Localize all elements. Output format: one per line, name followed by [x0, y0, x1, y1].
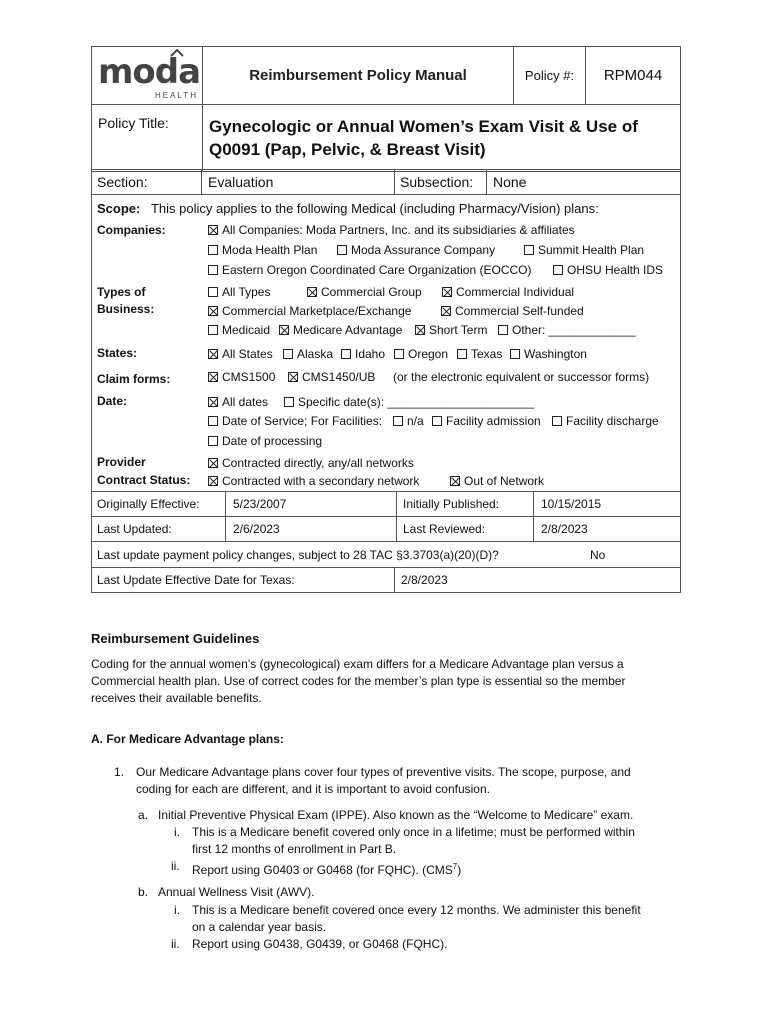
last-updated-value: 2/6/2023 — [233, 522, 280, 536]
policy-title: Gynecologic or Annual Women’s Exam Visit & Use of Q0091 (Pap, Pelvic, & Breast Visit) — [203, 105, 681, 172]
item-b-letter: b. — [138, 885, 149, 899]
initially-published-value: 10/15/2015 — [541, 497, 602, 511]
initially-published-label: Initially Published: — [403, 497, 500, 511]
item-b-text: Annual Wellness Visit (AWV). — [158, 885, 315, 899]
empty-box-icon — [394, 349, 404, 359]
empty-box-icon — [498, 325, 508, 335]
section-a-heading: A. For Medicare Advantage plans: — [91, 732, 284, 746]
provider-label-2: Contract Status: — [97, 473, 191, 487]
checked-box-icon — [450, 476, 460, 486]
checkbox-cms1450[interactable]: CMS1450/UB — [288, 370, 375, 384]
empty-box-icon — [510, 349, 520, 359]
checkbox-specific-dates[interactable]: Specific date(s): ______________________ — [284, 395, 534, 409]
texas-effective-value: 2/8/2023 — [401, 573, 448, 587]
section-label: Section: — [97, 174, 148, 190]
subsection-value: None — [493, 174, 527, 190]
checkbox-facility-admission[interactable]: Facility admission — [432, 414, 541, 428]
item-a-letter: a. — [138, 808, 149, 822]
scope-label: Scope: — [97, 201, 141, 216]
intro-line-3: receives their available benefits. — [91, 691, 262, 705]
item-b-ii-num: ii. — [171, 937, 180, 951]
intro-line-1: Coding for the annual women’s (gynecological) exam differs for a Medicare Advantage plan versus a — [91, 657, 624, 671]
checkbox-contracted-secondary[interactable]: Contracted with a secondary network — [208, 474, 419, 488]
checkbox-summit-health[interactable]: Summit Health Plan — [524, 243, 644, 257]
types-label-1: Types of — [97, 285, 146, 299]
item-a-ii-text: Report using G0403 or G0468 (for FQHC). (CMS$^7$) — [192, 862, 462, 877]
policy-number: RPM044 — [586, 47, 681, 105]
date-label: Date: — [97, 394, 128, 408]
checked-box-icon — [208, 397, 218, 407]
item-b-i-line-1: This is a Medicare benefit covered once every 12 months. We administer this benefit — [192, 903, 641, 917]
empty-box-icon — [337, 245, 347, 255]
checkbox-commercial-individual[interactable]: Commercial Individual — [442, 285, 574, 299]
logo-caret-icon — [170, 49, 184, 57]
empty-box-icon — [524, 245, 534, 255]
claim-forms-label: Claim forms: — [97, 372, 171, 386]
provider-label-1: Provider — [97, 455, 146, 469]
empty-box-icon — [208, 265, 218, 275]
policy-header-table — [91, 46, 681, 172]
checked-box-icon — [208, 349, 218, 359]
claim-forms-note: (or the electronic equivalent or successor forms) — [393, 370, 650, 384]
checked-box-icon — [442, 287, 452, 297]
checkbox-out-of-network[interactable]: Out of Network — [450, 474, 544, 488]
texas-effective-label: Last Update Effective Date for Texas: — [97, 573, 295, 587]
companies-label: Companies: — [97, 223, 166, 237]
types-label-2: Business: — [97, 302, 155, 316]
checked-box-icon — [208, 306, 218, 316]
scope-line — [97, 201, 599, 216]
empty-box-icon — [553, 265, 563, 275]
checked-box-icon — [279, 325, 289, 335]
checkbox-short-term[interactable]: Short Term — [415, 323, 487, 337]
empty-box-icon — [457, 349, 467, 359]
checked-box-icon — [288, 372, 298, 382]
last-updated-label: Last Updated: — [97, 522, 172, 536]
manual-title: Reimbursement Policy Manual — [203, 47, 514, 105]
checkbox-other[interactable]: Other: _____________ — [498, 323, 635, 337]
checkbox-commercial-group[interactable]: Commercial Group — [307, 285, 422, 299]
guidelines-heading: Reimbursement Guidelines — [91, 631, 260, 646]
empty-box-icon — [393, 416, 403, 426]
empty-box-icon — [208, 325, 218, 335]
checkbox-medicare-advantage[interactable]: Medicare Advantage — [279, 323, 402, 337]
checkbox-ohsu[interactable]: OHSU Health IDS — [553, 263, 663, 277]
last-reviewed-value: 2/8/2023 — [541, 522, 588, 536]
checkbox-all-companies[interactable]: All Companies: Moda Partners, Inc. and its subsidiaries & affiliates — [208, 223, 575, 237]
checked-box-icon — [307, 287, 317, 297]
checkbox-date-of-processing[interactable]: Date of processing — [208, 434, 322, 448]
empty-box-icon — [208, 287, 218, 297]
checkbox-washington[interactable]: Washington — [510, 347, 587, 361]
checkbox-alaska[interactable]: Alaska — [283, 347, 333, 361]
checkbox-all-types[interactable]: All Types — [208, 285, 270, 299]
checkbox-texas[interactable]: Texas — [457, 347, 502, 361]
item-a-i-num: i. — [174, 825, 180, 839]
checkbox-na[interactable]: n/a — [393, 414, 424, 428]
last-reviewed-label: Last Reviewed: — [403, 522, 486, 536]
item-b-ii-text: Report using G0438, G0439, or G0468 (FQHC). — [192, 937, 448, 951]
empty-box-icon — [208, 245, 218, 255]
checkbox-medicaid[interactable]: Medicaid — [208, 323, 270, 337]
checkbox-cms1500[interactable]: CMS1500 — [208, 370, 275, 384]
orig-effective-value: 5/23/2007 — [233, 497, 287, 511]
checkbox-all-dates[interactable]: All dates — [208, 395, 268, 409]
checked-box-icon — [208, 372, 218, 382]
checked-box-icon — [441, 306, 451, 316]
empty-box-icon — [552, 416, 562, 426]
item-1-line-2: coding for each are different, and it is important to avoid confusion. — [136, 782, 490, 796]
checkbox-moda-health-plan[interactable]: Moda Health Plan — [208, 243, 317, 257]
checked-box-icon — [415, 325, 425, 335]
empty-box-icon — [341, 349, 351, 359]
intro-line-2: Commercial health plan. Use of correct codes for the member’s plan type is essential so the member — [91, 674, 626, 688]
policy-title-label: Policy Title: — [92, 105, 203, 172]
tac-answer: No — [590, 548, 606, 562]
states-label: States: — [97, 346, 138, 360]
checkbox-moda-assurance[interactable]: Moda Assurance Company — [337, 243, 495, 257]
checkbox-eocco[interactable]: Eastern Oregon Coordinated Care Organization (EOCCO) — [208, 263, 531, 277]
logo-cell — [92, 47, 203, 105]
checkbox-contracted-directly[interactable]: Contracted directly, any/all networks — [208, 456, 414, 470]
policy-number-label: Policy #: — [514, 47, 586, 105]
checked-box-icon — [208, 225, 218, 235]
empty-box-icon — [208, 436, 218, 446]
checkbox-all-states[interactable]: All States — [208, 347, 273, 361]
checkbox-idaho[interactable]: Idaho — [341, 347, 385, 361]
moda-logo: moda — [98, 52, 201, 92]
scope-text: This policy applies to the following Medical (including Pharmacy/Vision) plans: — [150, 201, 599, 216]
tac-question: Last update payment policy changes, subject to 28 TAC §3.3703(a)(20)(D)? — [97, 548, 499, 562]
empty-box-icon — [283, 349, 293, 359]
checked-box-icon — [208, 476, 218, 486]
item-b-i-line-2: on a calendar year basis. — [192, 920, 327, 934]
empty-box-icon — [208, 416, 218, 426]
item-a-i-line-1: This is a Medicare benefit covered only once in a lifetime; must be performed within — [192, 825, 635, 839]
checkbox-facility-discharge[interactable]: Facility discharge — [552, 414, 659, 428]
checkbox-commercial-self-funded[interactable]: Commercial Self-funded — [441, 304, 584, 318]
item-b-i-num: i. — [174, 903, 180, 917]
empty-box-icon — [432, 416, 442, 426]
item-1-number: 1. — [114, 765, 125, 779]
checked-box-icon — [208, 458, 218, 468]
checkbox-oregon[interactable]: Oregon — [394, 347, 448, 361]
item-a-text: Initial Preventive Physical Exam (IPPE). Also known as the “Welcome to Medicare” exam. — [158, 808, 634, 822]
logo-subtitle: HEALTH — [155, 91, 198, 100]
section-value: Evaluation — [208, 174, 274, 190]
item-1-line-1: Our Medicare Advantage plans cover four types of preventive visits. The scope, purpose, and — [136, 765, 631, 779]
checkbox-commercial-marketplace[interactable]: Commercial Marketplace/Exchange — [208, 304, 411, 318]
checkbox-date-of-service[interactable]: Date of Service; For Facilities: — [208, 414, 382, 428]
item-a-i-line-2: first 12 months of enrollment in Part B. — [192, 842, 397, 856]
empty-box-icon — [284, 397, 294, 407]
subsection-label: Subsection: — [400, 174, 474, 190]
orig-effective-label: Originally Effective: — [97, 497, 200, 511]
item-a-ii-num: ii. — [171, 859, 180, 873]
